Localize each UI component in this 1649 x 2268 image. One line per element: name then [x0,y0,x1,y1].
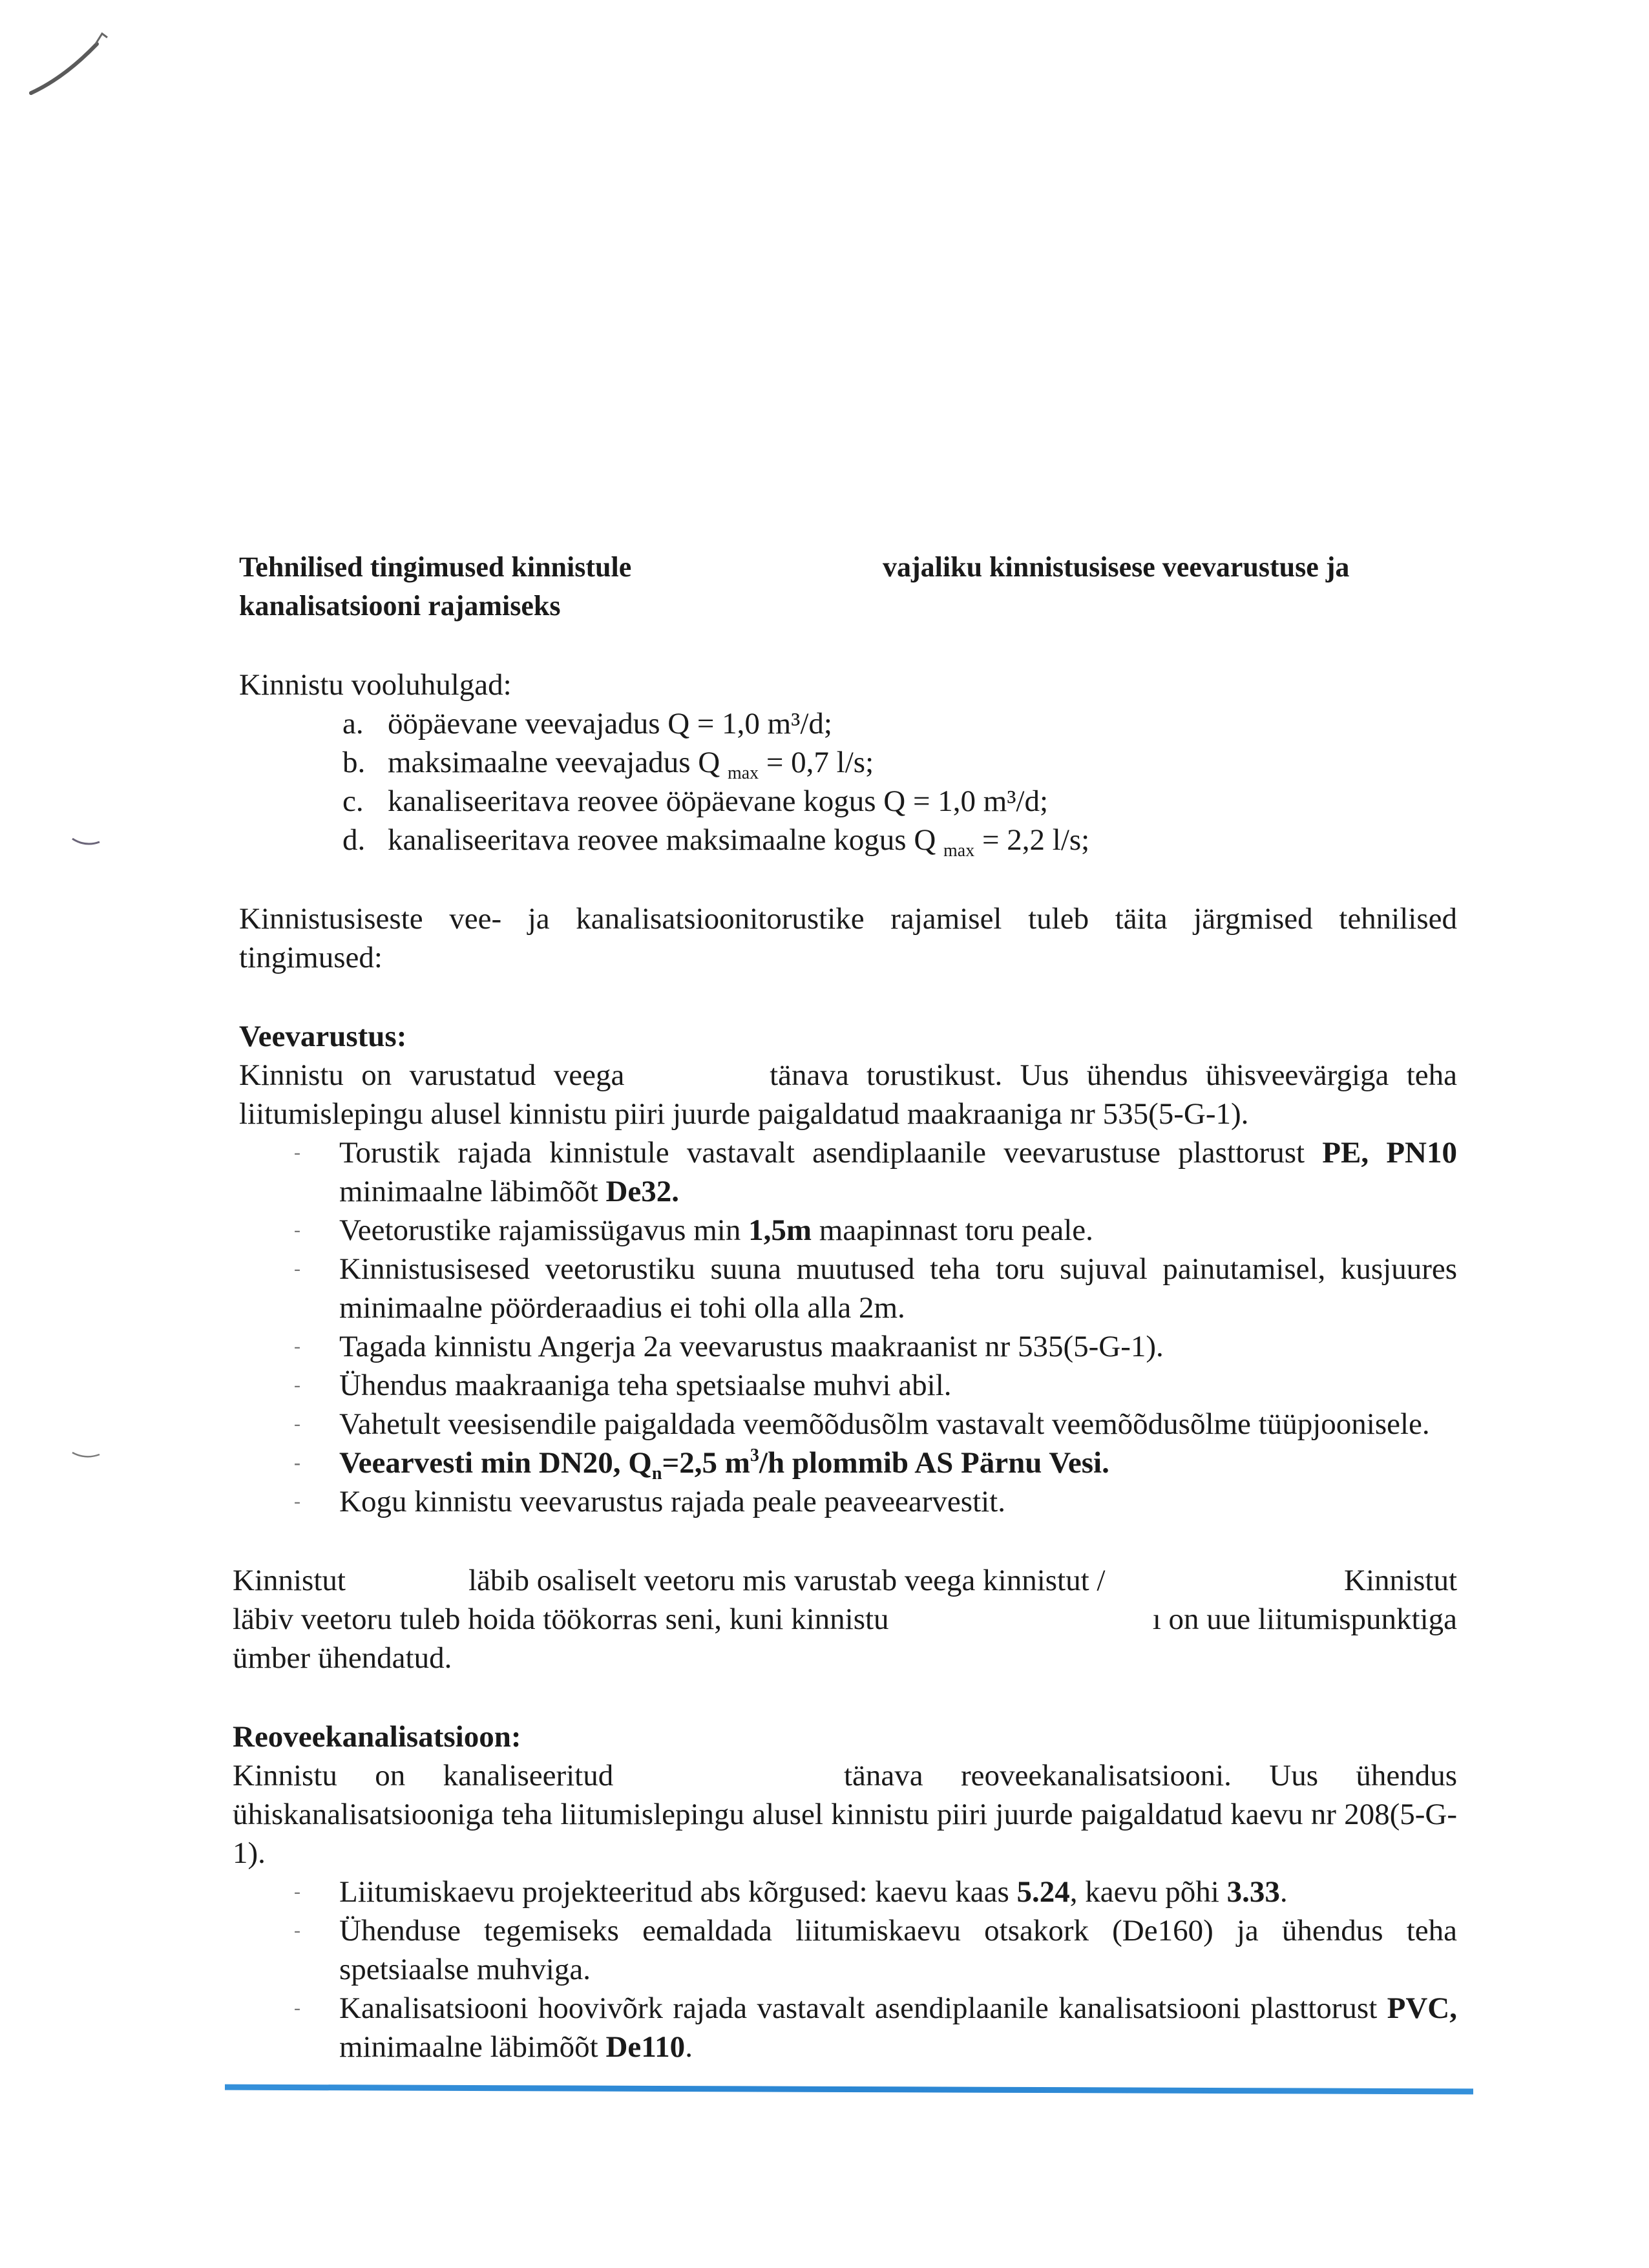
item-text: maksimaalne veevajadus Q [388,746,728,779]
paragraph-text: läbiv veetoru tuleb hoida töökorras seni, kuni kinnistu [233,1602,889,1636]
document-title [239,548,1457,625]
paragraph-text: ümber ühendatud. [233,1641,452,1675]
flows-list [239,704,1457,859]
item-label: b. [342,746,366,779]
item-text: Torustik rajada kinnistule vastavalt asendiplaanile veevarustuse plasttorust [339,1136,1323,1170]
item-bold: PE, PN10 [1322,1136,1457,1170]
dash-bullet: - [294,1881,300,1902]
item-text: /h plommib AS Pärnu Vesi. [759,1446,1109,1480]
paragraph-text: läbib osaliselt veetoru mis varustab veega kinnistut / [468,1564,1106,1597]
flows-item [239,782,1457,821]
list-item [239,1989,1457,2066]
list-item [239,1133,1457,1211]
item-label: a. [342,707,364,740]
title-part-3: kanalisatsiooni rajamiseks [239,590,561,622]
paragraph-text: Kinnistu on varustatud veega [239,1058,625,1092]
list-item-meter [239,1444,1457,1482]
flows-heading: Kinnistu vooluhulgad: [239,668,512,702]
item-bold: De32. [605,1175,680,1208]
paragraph-text: Kinnistut [233,1564,346,1597]
transit-pipe-paragraph [233,1561,1457,1677]
item-text: minimaalne läbimõõt [339,1175,606,1208]
item-text: Veearvesti min DN20, Q [339,1446,652,1480]
item-text: ööpäevane veevajadus Q = 1,0 m³/d; [388,707,832,740]
item-bold: 5.24 [1016,1875,1070,1909]
water-supply-heading: Veevarustus: [239,1020,407,1053]
item-text: Ühendus maakraaniga teha spetsiaalse muhvi abil. [339,1369,952,1402]
item-text: Tagada kinnistu Angerja 2a veevarustus maakraanist nr 535(5-G-1). [339,1330,1164,1363]
item-text: , kaevu põhi [1069,1875,1227,1909]
item-bold: PVC, [1387,1991,1457,2025]
item-text: kanaliseeritava reovee maksimaalne kogus Q [388,823,944,857]
paragraph-text: tänava reoveekanalisatsiooni. Uus ühendus ühiskanalisatsiooniga teha liitumislepingu alusel kinnistu piiri juurde paigaldatud kaevu nr 208(5-G-1). [233,1759,1458,1870]
title-part-1: Tehnilised tingimused kinnistule [239,551,632,583]
flows-item [239,821,1457,859]
dash-bullet: - [294,1219,300,1241]
item-text: Kinnistusisesed veetorustiku suuna muutused teha toru sujuval painutamisel, kusjuures minimaalne pöörderaadius ei tohi olla alla 2m. [339,1252,1457,1325]
dash-bullet: - [294,1997,300,2019]
water-supply-list [239,1133,1457,1521]
item-text: Kanalisatsiooni hoovivõrk rajada vastavalt asendiplaanile kanalisatsiooni plasttorust [339,1991,1387,2025]
flows-item [239,704,1457,743]
dash-bullet: - [294,1374,300,1396]
paragraph-text: Kinnistu on kanaliseeritud [233,1759,614,1792]
item-text: Ühenduse tegemiseks eemaldada liitumiskaevu otsakork (De160) ja ühendus teha spetsiaalse muhviga. [339,1914,1457,1986]
item-text: = 2,2 l/s; [974,823,1090,857]
pen-stroke-mark-icon [26,26,116,97]
sewerage-heading: Reoveekanalisatsioon: [233,1720,521,1754]
footer-rule-line [225,2084,1473,2095]
item-bold: De110 [605,2030,686,2064]
item-text: maapinnast toru peale. [811,1213,1093,1247]
list-item [239,1211,1457,1250]
dash-bullet: - [294,1258,300,1279]
dash-bullet: - [294,1920,300,1941]
list-item [239,1482,1457,1521]
item-text: Vahetult veesisendile paigaldada veemõõdusõlm vastavalt veemõõdusõlme tüüpjoonisele. [339,1407,1430,1441]
title-part-2: vajaliku kinnistusisese veevarustuse ja [883,551,1350,583]
item-label: d. [342,823,366,857]
list-item [239,1911,1457,1989]
hole-punch-mark-icon [71,1451,103,1464]
item-text: . [685,2030,693,2064]
dash-bullet: - [294,1336,300,1357]
item-label: c. [342,784,364,818]
sewerage-list [239,1873,1457,2066]
intro-paragraph: Kinnistusiseste vee- ja kanalisatsioonitorustike rajamisel tuleb täita järgmised tehnilised tingimused: [239,902,1457,974]
paragraph-text: ı on uue liitumispunktiga [1152,1602,1457,1636]
paragraph-text: tänava torustikust. Uus ühendus ühisveevärgiga teha liitumislepingu alusel kinnistu piiri juurde paigaldatud maakraaniga nr 535(5-G-1). [239,1058,1458,1131]
list-item [239,1405,1457,1444]
list-item [239,1366,1457,1405]
subscript: max [727,763,759,783]
dash-bullet: - [294,1491,300,1512]
item-text: . [1279,1875,1288,1909]
hole-punch-mark-icon [71,837,103,850]
water-supply-paragraph [239,1056,1457,1133]
item-text: minimaalne läbimõõt [339,2030,606,2064]
flows-item [239,743,1457,782]
dash-bullet: - [294,1413,300,1434]
sewerage-paragraph [233,1756,1457,1873]
item-text: Kogu kinnistu veevarustus rajada peale peaveearvestit. [339,1485,1005,1518]
list-item [239,1873,1457,1911]
item-bold: 3.33 [1226,1875,1280,1909]
document-body [233,548,1458,2066]
item-text: =2,5 m [662,1446,750,1480]
item-text: Veetorustike rajamissügavus min [339,1213,749,1247]
superscript: 3 [750,1445,759,1465]
list-item [239,1250,1457,1327]
dash-bullet: - [294,1142,300,1163]
subscript: max [943,841,975,861]
item-bold: 1,5m [748,1213,812,1247]
list-item [239,1327,1457,1366]
dash-bullet: - [294,1452,300,1473]
item-text: kanaliseeritava reovee ööpäevane kogus Q = 1,0 m³/d; [388,784,1049,818]
item-text: Liitumiskaevu projekteeritud abs kõrgused: kaevu kaas [339,1875,1017,1909]
paragraph-text: Kinnistut [1344,1564,1457,1597]
subscript: n [651,1464,662,1484]
item-text: = 0,7 l/s; [759,746,874,779]
